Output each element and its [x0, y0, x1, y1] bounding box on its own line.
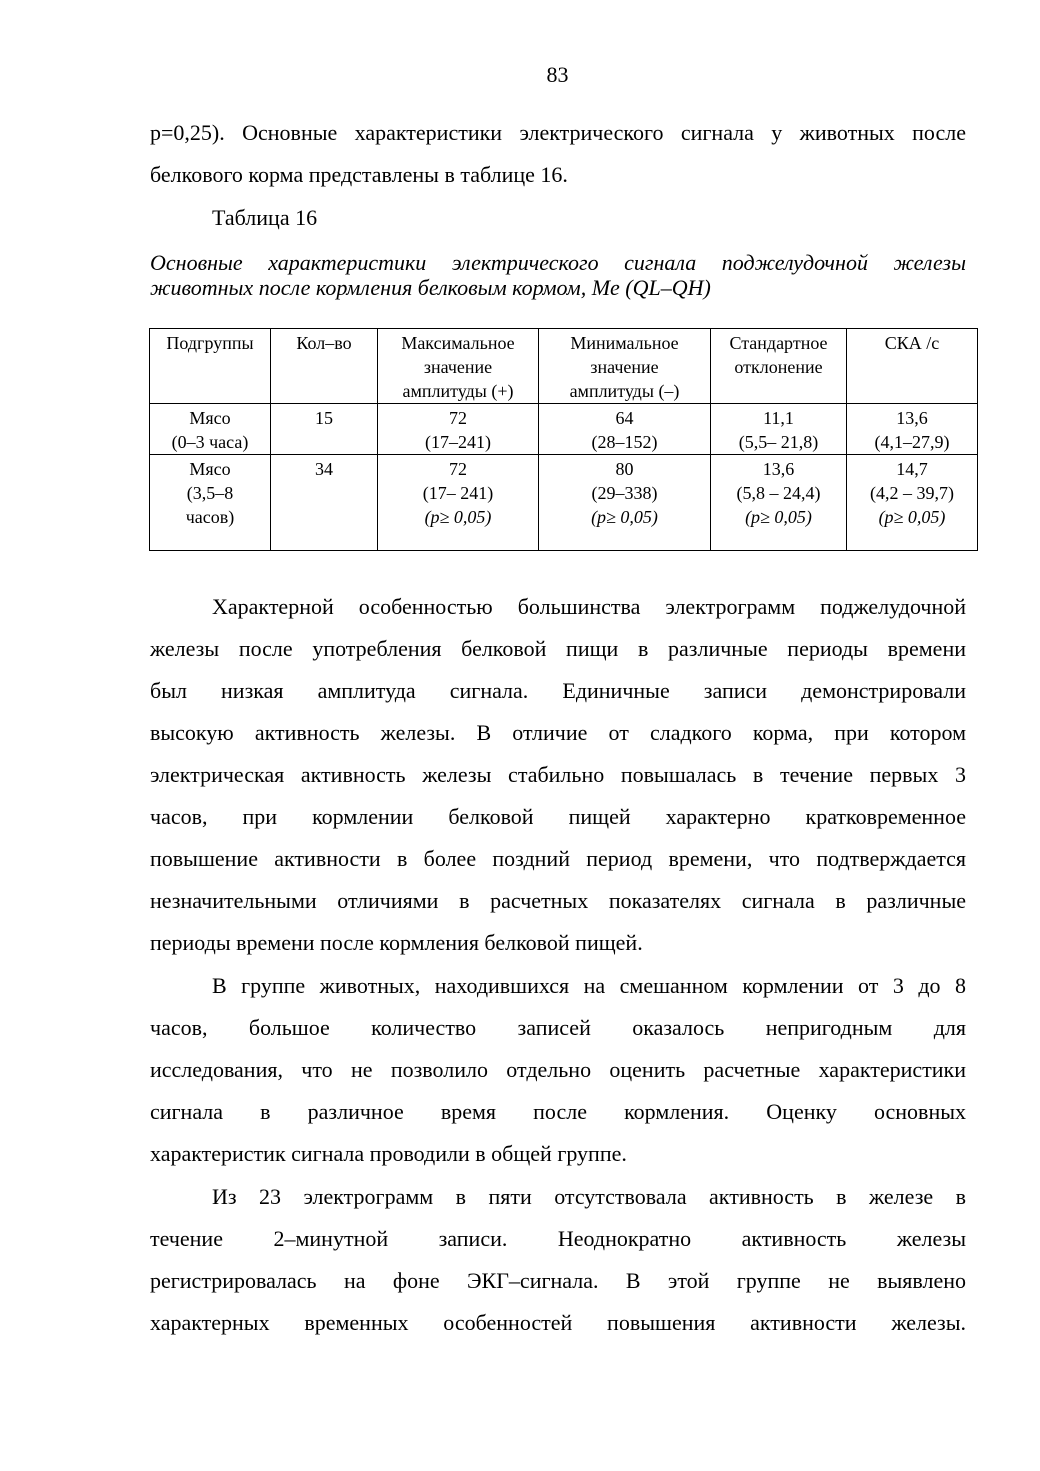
table-header-row: [150, 329, 978, 404]
text-line: Характерной особенностью большинства электрограмм поджелудочной: [212, 594, 966, 619]
text-line: высокую активность железы. В отличие от сладкого корма, при котором: [150, 720, 966, 745]
text-line: сигнала в различное время после кормления. Оценку основных: [150, 1099, 966, 1124]
header-cell-std-deviation: Стандартное отклонение: [711, 329, 847, 404]
table-cell: 11,1 (5,5– 21,8): [711, 404, 847, 455]
table-cell: 34: [271, 455, 378, 551]
table-cell: 72 (17– 241) (p≥ 0,05): [378, 455, 539, 551]
text-line: характеристик сигнала проводили в общей группе.: [150, 1141, 627, 1166]
page-number: 83: [546, 62, 569, 87]
caption-line: животных после кормления белковым кормом, Me (QL–QH): [150, 275, 711, 300]
body-paragraph-3: [150, 1176, 966, 1344]
text-line: периоды времени после кормления белковой пищей.: [150, 930, 643, 955]
table-cell: 64 (28–152): [539, 404, 711, 455]
table-cell: 15: [271, 404, 378, 455]
text-line: был низкая амплитуда сигнала. Единичные записи демонстрировали: [150, 678, 966, 703]
table-row: [150, 455, 978, 551]
header-cell-min-amplitude: Минимальное значение амплитуды (–): [539, 329, 711, 404]
header-cell-max-amplitude: Максимальное значение амплитуды (+): [378, 329, 539, 404]
table-caption: [150, 250, 966, 300]
body-paragraph-2: [150, 965, 966, 1175]
text-line: повышение активности в более поздний период времени, что подтверждается: [150, 846, 966, 871]
text-line: незначительными отличиями в расчетных показателях сигнала в различные: [150, 888, 966, 913]
significance-note: (p≥ 0,05): [745, 507, 812, 527]
table-cell: 72 (17–241): [378, 404, 539, 455]
table-cell: Мясо (3,5–8 часов): [150, 455, 271, 551]
text-line: р=0,25). Основные характеристики электрического сигнала у животных после: [150, 120, 966, 145]
text-line: регистрировалась на фоне ЭКГ–сигнала. В этой группе не выявлено: [150, 1268, 966, 1293]
significance-note: (p≥ 0,05): [591, 507, 658, 527]
header-cell-ska: СКА /с: [847, 329, 978, 404]
text-line: электрическая активность железы стабильно повышалась в течение первых 3: [150, 762, 966, 787]
table-row: [150, 404, 978, 455]
header-cell-subgroup: Подгруппы: [150, 329, 271, 404]
table-label: Таблица 16: [212, 205, 318, 230]
data-table: [149, 328, 978, 551]
text-line: В группе животных, находившихся на смешанном кормлении от 3 до 8: [212, 973, 966, 998]
text-line: течение 2–минутной записи. Неоднократно активность железы: [150, 1226, 966, 1251]
body-paragraph-1: [150, 586, 966, 964]
significance-note: (p≥ 0,05): [878, 507, 946, 527]
table-cell: 80 (29–338) (p≥ 0,05): [539, 455, 711, 551]
caption-line: Основные характеристики электрического сигнала поджелудочной железы: [150, 250, 966, 275]
header-cell-count: Кол–во: [271, 329, 378, 404]
table-cell: 13,6 (4,1–27,9): [847, 404, 978, 455]
text-line: часов, большое количество записей оказалось непригодным для: [150, 1015, 966, 1040]
table-cell: Мясо (0–3 часа): [150, 404, 271, 455]
text-line: белкового корма представлены в таблице 16.: [150, 162, 568, 187]
table-cell: 14,7 (4,2 – 39,7) (p≥ 0,05): [847, 455, 978, 551]
text-line: характерных временных особенностей повышения активности железы.: [150, 1310, 966, 1335]
text-line: железы после употребления белковой пищи в различные периоды времени: [150, 636, 966, 661]
table-cell: 13,6 (5,8 – 24,4) (p≥ 0,05): [711, 455, 847, 551]
text-line: часов, при кормлении белковой пищей характерно кратковременное: [150, 804, 966, 829]
text-line: Из 23 электрограмм в пяти отсутствовала активность в железе в: [212, 1184, 966, 1209]
text-line: исследования, что не позволило отдельно оценить расчетные характеристики: [150, 1057, 966, 1082]
intro-paragraph: [150, 112, 966, 196]
significance-note: (p≥ 0,05): [424, 507, 492, 527]
